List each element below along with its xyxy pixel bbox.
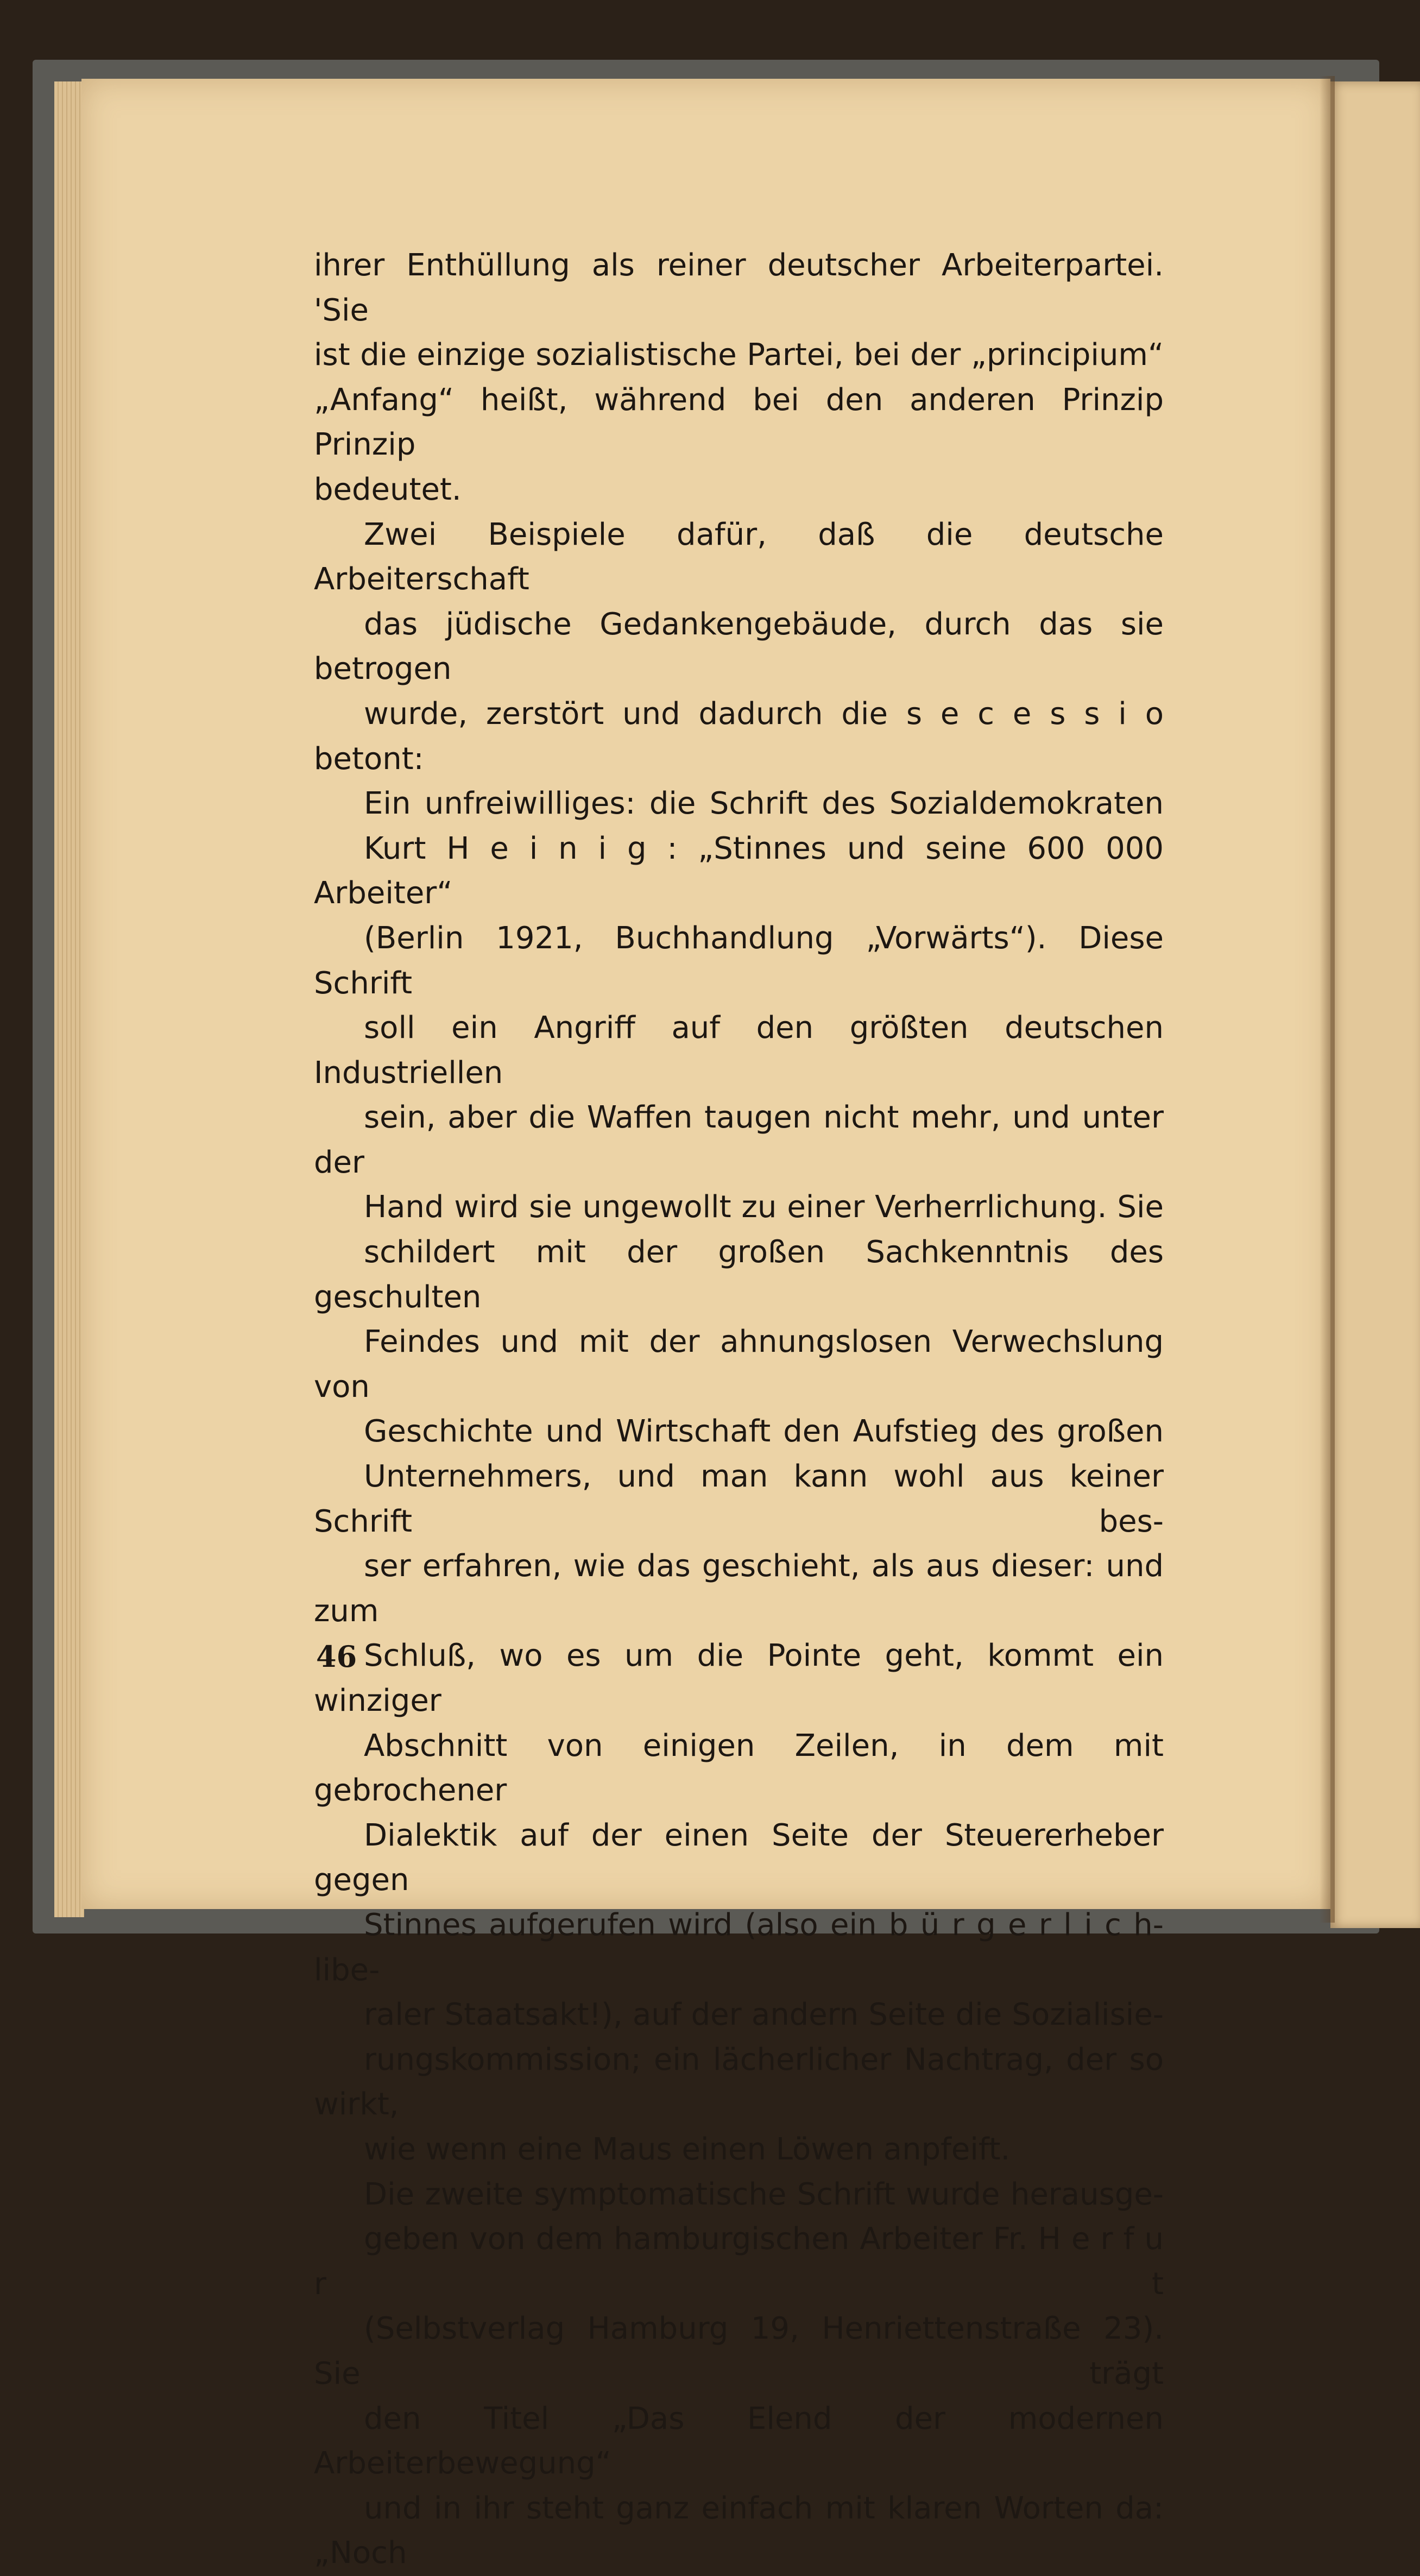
paragraph [314,782,1164,2172]
text-line: (Berlin 1921, Buchhandlung „Vorwärts“). Diese Schrift [314,920,1164,1001]
text-line: Zwei Beispiele dafür, daß die deutsche Arbeiterschaft [314,517,1164,597]
facing-page-edge [1330,81,1420,1928]
page-number: 46 [316,1639,357,1674]
text-line: Stinnes aufgerufen wird (also ein b ü r g e r l i c h-libe- [314,1907,1164,1988]
paragraph [314,513,1164,782]
text-line: Schluß, wo es um die Pointe geht, kommt ein winziger [314,1638,1164,1718]
text-line: Dialektik auf der einen Seite der Steuererheber gegen [314,1817,1164,1898]
text-line: „Anfang“ heißt, während bei den anderen Prinzip Prinzip [314,382,1164,463]
text-line: den Titel „Das Elend der modernen Arbeiterbewegung“ [314,2401,1164,2481]
text-line: Die zweite symptomatische Schrift wurde herausge- [364,2176,1164,2212]
text-line: Unternehmers, und man kann wohl aus keiner Schrift bes- [314,1459,1164,1539]
text-line: wie wenn eine Maus einen Löwen anpfeift. [364,2131,1011,2167]
text-line: Feindes und mit der ahnungslosen Verwechslung von [314,1324,1164,1404]
text-line: geben von dem hamburgischen Arbeiter Fr. H e r f u r t [314,2221,1164,2302]
text-line: Abschnitt von einigen Zeilen, in dem mit gebrochener [314,1728,1164,1809]
text-line: das jüdische Gedankengebäude, durch das sie betrogen [314,606,1164,687]
text-line: und in ihr steht ganz einfach mit klaren Worten da: „Noch [314,2490,1164,2571]
text-line: Ein unfreiwilliges: die Schrift des Sozialdemokraten [364,786,1164,822]
text-line: ihrer Enthüllung als reiner deutscher Arbeiterpartei. 'Sie [314,248,1164,328]
text-line: (Selbstverlag Hamburg 19, Henriettenstraße 23). Sie trägt [314,2311,1164,2391]
page-stack-edge [54,81,84,1917]
text-line: Hand wird sie ungewollt zu einer Verherrlichung. Sie [364,1189,1164,1225]
text-line: ser erfahren, wie das geschieht, als aus dieser: und zum [314,1548,1164,1629]
paragraph [314,243,1164,513]
text-line: rungskommission; ein lächerlicher Nachtrag, der so wirkt, [314,2042,1164,2122]
text-line: raler Staatsakt!), auf der andern Seite die Sozialisie- [364,1997,1164,2033]
text-line: soll ein Angriff auf den größten deutschen Industriellen [314,1010,1164,1091]
text-line: sein, aber die Waffen taugen nicht mehr, und unter der [314,1100,1164,1180]
book-gutter [1320,76,1335,1923]
paragraph [314,2172,1164,2576]
body-text [314,243,1164,2576]
text-line: wurde, zerstört und dadurch die s e c e s s i o betont: [314,696,1164,777]
text-line: ist die einzige sozialistische Partei, bei der „principium“ [314,337,1164,373]
text-line: bedeutet. [314,471,462,507]
text-line: Kurt H e i n i g : „Stinnes und seine 600 000 Arbeiter“ [314,830,1164,911]
text-line: schildert mit der großen Sachkenntnis des geschulten [314,1235,1164,1315]
text-line: Geschichte und Wirtschaft den Aufstieg des großen [364,1414,1164,1450]
